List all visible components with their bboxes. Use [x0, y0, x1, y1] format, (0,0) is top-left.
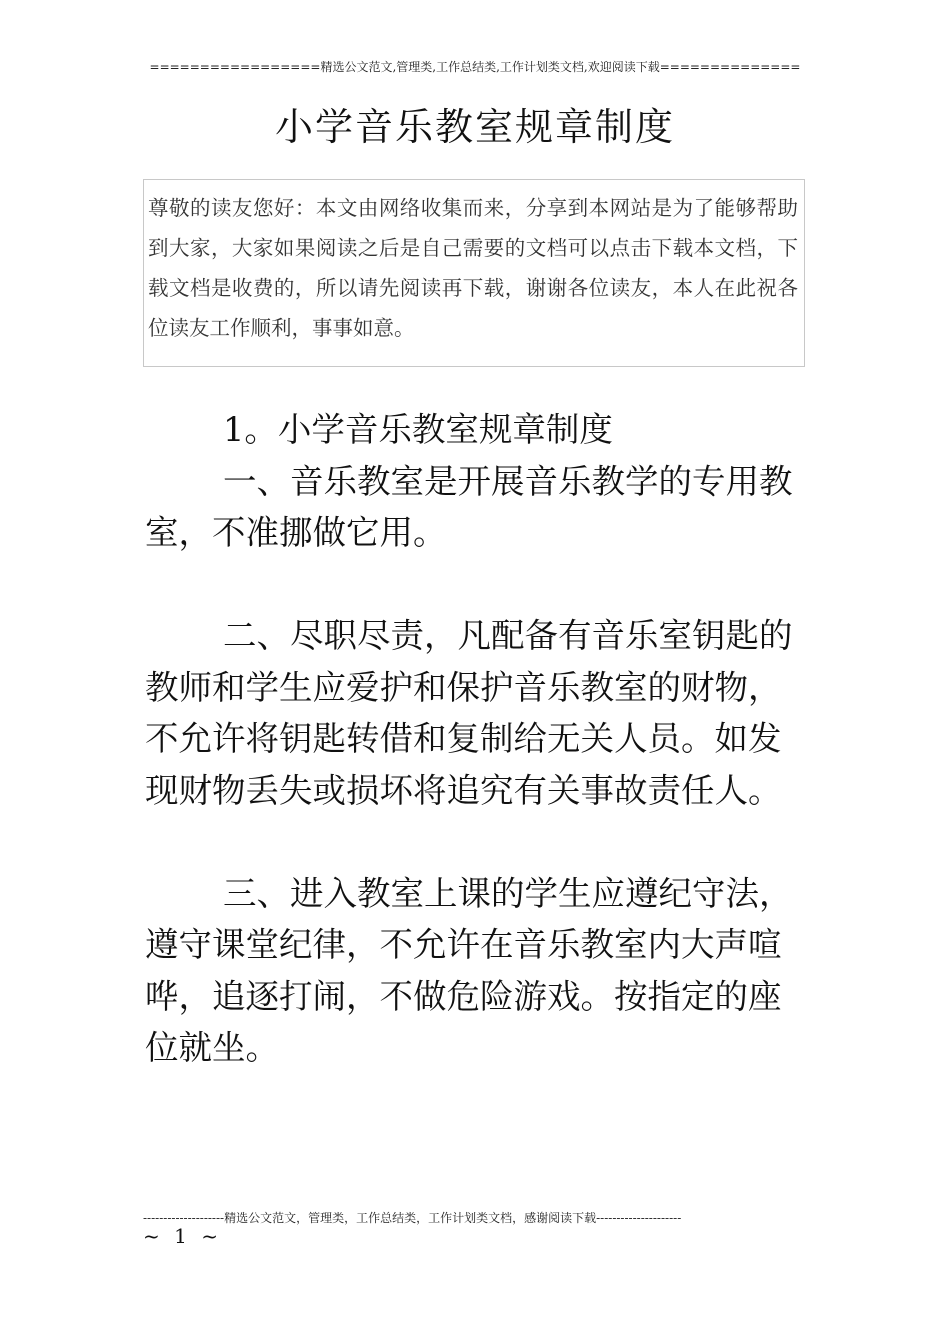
header-banner: =================精选公文范文,管理类,工作总结类,工作计划类文档,欢迎阅读下载============== — [149, 60, 801, 74]
reader-notice-text: 尊敬的读友您好：本文由网络收集而来，分享到本网站是为了能够帮助到大家，大家如果阅读之后是自己需要的文档可以点击下载本文档，下载文档是收费的，所以请先阅读再下载，谢谢各位读友，本人在此祝各位读友工作顺利，事事如意。 — [148, 196, 798, 340]
rule-paragraph-3: 三、进入教室上课的学生应遵纪守法，遵守课堂纪律，不允许在音乐教室内大声喧哗，追逐打闹，不做危险游戏。按指定的座位就坐。 — [145, 873, 793, 1067]
rule-paragraph-2: 二、尽职尽责，凡配备有音乐室钥匙的教师和学生应爱护和保护音乐教室的财物，不允许将钥匙转借和复制给无关人员。如发现财物丢失或损坏将追究有关事故责任人。 — [145, 616, 793, 810]
footer-banner: --------------------精选公文范文，管理类，工作总结类，工作计划类文档，感谢阅读下载--------------------- — [143, 1211, 682, 1225]
rule-paragraph-1: 一、音乐教室是开展音乐教学的专用教室，不准挪做它用。 — [145, 461, 793, 552]
page-number: ~ 1 ~ — [143, 1224, 222, 1248]
paragraph-spacer — [145, 816, 805, 868]
document-title: 小学音乐教室规章制度 — [274, 105, 675, 149]
document-body — [145, 404, 805, 1074]
section-heading: 1。小学音乐教室规章制度 — [223, 410, 613, 449]
paragraph-spacer — [145, 559, 805, 611]
reader-notice-box — [143, 179, 805, 367]
